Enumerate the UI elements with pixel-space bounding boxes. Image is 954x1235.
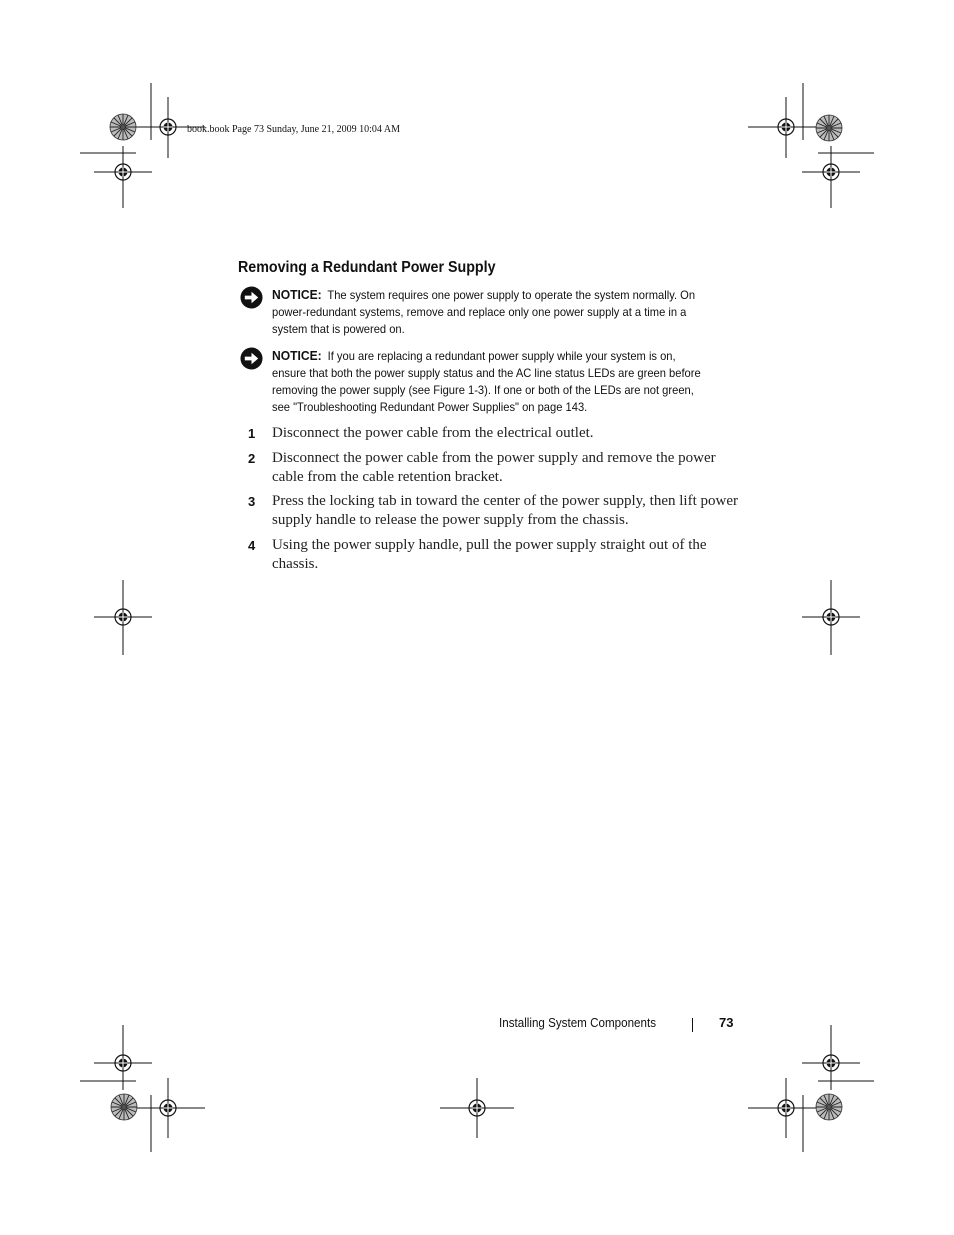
notice-arrow-icon [240, 347, 263, 370]
starburst-target-icon [110, 114, 136, 140]
step-text: Press the locking tab in toward the center of the power supply, then lift power supply handle to release the power supply from the chassis. [272, 493, 738, 528]
crop-marks-bottom-right [748, 1025, 874, 1152]
crop-marks-top-left [80, 83, 205, 208]
section-title: Removing a Redundant Power Supply [238, 259, 496, 276]
footer-chapter-title: Installing System Components [499, 1016, 657, 1030]
notice-text [272, 286, 707, 338]
notice-label: NOTICE: [272, 348, 322, 363]
step-text: Disconnect the power cable from the power supply and remove the power cable from the cable retention bracket. [272, 450, 716, 485]
notice-body: If you are replacing a redundant power supply while your system is on, ensure that both the power supply status and the AC line status LEDs are green before removing the power supply (see Figure 1-3). If one or both of the LEDs are not green, see "Troubleshooting Redundant Power Supplies" on page 143. [272, 349, 701, 414]
page-number: 73 [719, 1015, 734, 1030]
notice-text [272, 347, 707, 416]
footer-divider [692, 1018, 693, 1032]
notice-arrow-icon [240, 286, 263, 309]
notice-label: NOTICE: [272, 287, 322, 302]
crop-marks-middle [94, 580, 860, 655]
notice-body: The system requires one power supply to operate the system normally. On power-redundant systems, remove and replace only one power supply at a time in a system that is powered on. [272, 288, 696, 336]
step-number: 3 [248, 494, 256, 509]
starburst-target-icon [816, 115, 842, 141]
print-slug-line: book.book Page 73 Sunday, June 21, 2009 10:04 AM [187, 124, 400, 135]
step-text: Disconnect the power cable from the electrical outlet. [272, 425, 594, 441]
step-number: 4 [248, 538, 256, 553]
step-text: Using the power supply handle, pull the power supply straight out of the chassis. [272, 537, 707, 572]
crop-marks-top-right [748, 83, 874, 208]
starburst-target-icon [816, 1094, 842, 1120]
crop-marks-bottom-left [80, 1025, 205, 1152]
step-number: 1 [248, 426, 256, 441]
step-number: 2 [248, 451, 256, 466]
starburst-target-icon [111, 1094, 137, 1120]
